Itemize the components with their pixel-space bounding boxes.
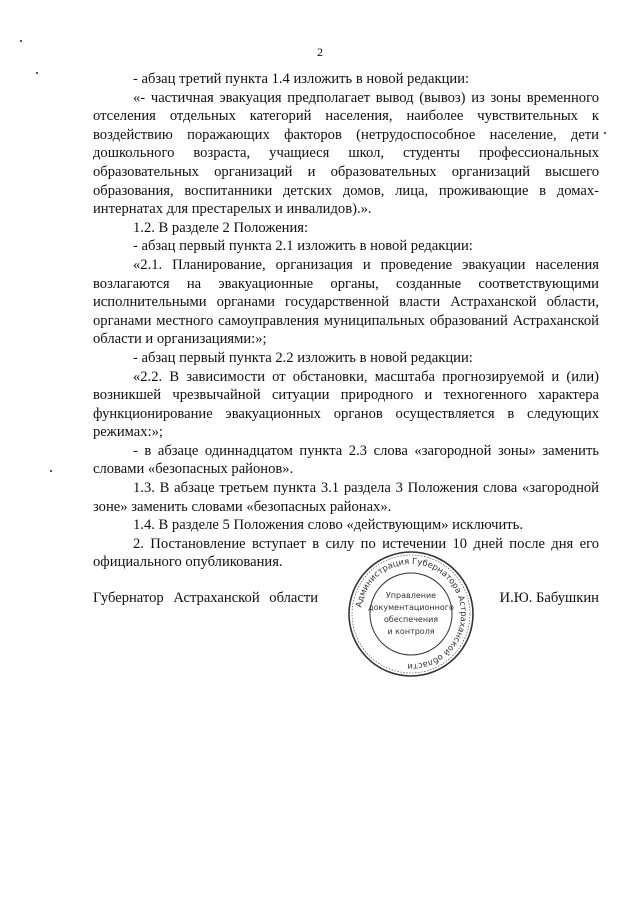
seal-outer-ring: [349, 552, 473, 676]
paragraph: 1.3. В абзаце третьем пункта 3.1 раздела 3 Положения слова «загородной зоне» заменить словами «безопасных районах».: [93, 480, 599, 515]
paragraph: «2.1. Планирование, организация и проведение эвакуации населения возлагаются на эвакуационные органы, созданные соответствующими исполнительными органами государственной власти Астраханской области, органами местного самоуправления муниципальных образований Астраханской области и организациями:»;: [93, 256, 599, 348]
official-seal-stamp: [345, 548, 477, 680]
scan-speck: [36, 72, 38, 74]
seal-ring-text: Администрация Губернатора Астраханской области: [353, 555, 470, 673]
paragraph: 1.4. В разделе 5 Положения слово «действующим» исключить.: [133, 517, 523, 534]
paragraph: «- частичная эвакуация предполагает вывод (вывоз) из зоны временного отселения отдельных категорий населения, наиболее чувствительных к воздействию поражающих факторов (нетрудоспособное население, дети дошкольного возраста, учащиеся школ, студенты профессиональных образовательных организаций и образовательных организаций высшего образования, воспитанники детских домов, лица, проживающие в домах-интернатах для престарелых и инвалидов).».: [93, 89, 599, 218]
page-number: 2: [317, 45, 323, 59]
paragraph: 1.2. В разделе 2 Положения:: [133, 219, 309, 236]
seal-center-line: Управление: [385, 591, 437, 600]
document-body: [93, 70, 599, 572]
seal-graphic: [345, 548, 477, 680]
paragraph: - абзац первый пункта 2.2 изложить в новой редакции:: [133, 349, 473, 366]
scan-speck: [604, 132, 606, 134]
seal-center-line: и контроля: [387, 627, 435, 636]
paragraph: - абзац третий пункта 1.4 изложить в новой редакции:: [133, 71, 470, 87]
signatory-title: Губернатор Астраханской области: [93, 590, 319, 606]
paragraph: «2.2. В зависимости от обстановки, масштаба прогнозируемой и (или) возникшей чрезвычайной ситуации природного и техногенного характера функционирование эвакуационных органов осуществляется в следующих режимах:»;: [93, 368, 599, 441]
scan-speck: [20, 40, 22, 42]
paragraph: - абзац первый пункта 2.1 изложить в новой редакции:: [133, 238, 473, 255]
signatory-name: И.Ю. Бабушкин: [499, 590, 599, 606]
seal-center-line: обеспечения: [383, 615, 439, 624]
paragraph: - в абзаце одиннадцатом пункта 2.3 слова «загородной зоны» заменить словами «безопасных районов».: [93, 442, 599, 478]
paragraph: 2. Постановление вступает в силу по истечении 10 дней после дня его официального опубликования.: [93, 535, 599, 571]
seal-center-line: документационного: [368, 603, 454, 612]
scan-speck: [50, 470, 52, 472]
seal-inner-ring: [370, 573, 452, 655]
